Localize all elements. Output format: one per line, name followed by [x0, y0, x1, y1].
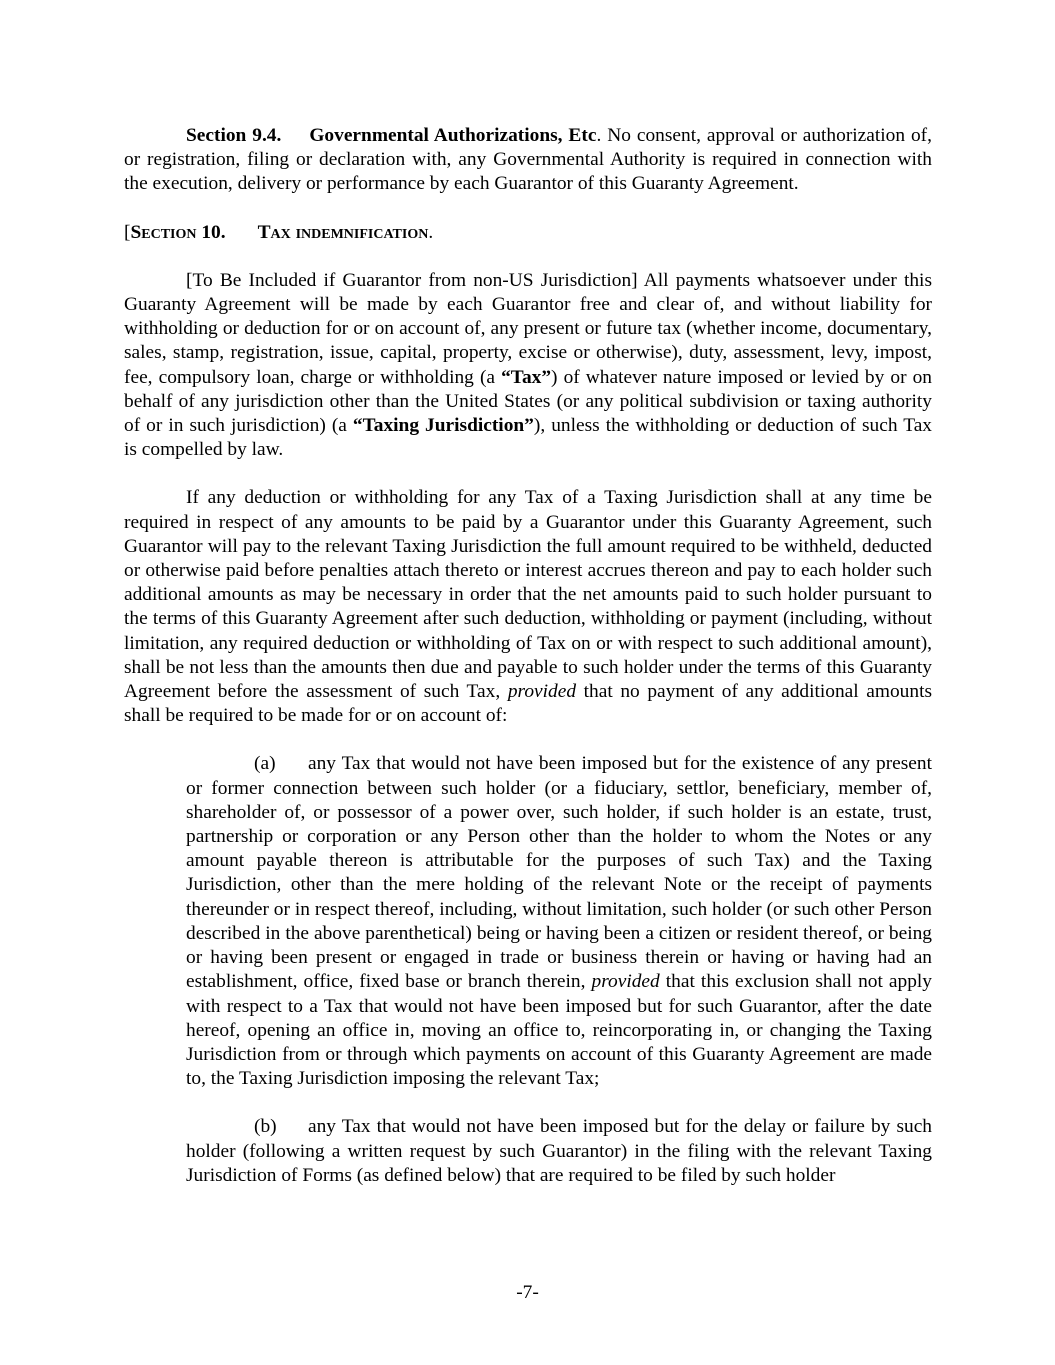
document-page — [124, 124, 932, 1188]
section-9-4-number: Section 9.4. — [186, 125, 282, 146]
clause-a-label: (a) — [254, 753, 276, 775]
clause-a-provided: provided — [591, 971, 660, 993]
tax-paragraph-1 — [124, 269, 932, 463]
para1-text-1: [To Be Included if Guarantor from non-US Jurisdiction] All payments whatsoever under this Guaranty Agreement will be made by each Guarantor free and clear of, and without liability for withholding or deduction for or on account of, any present or future tax (whether income, documentary, sales, stamp, registration, issue, capital, property, excise or otherwise), duty, assessment, levy, impost, fee, compulsory loan, charge or withholding (a — [124, 269, 932, 388]
section-9-4-title: Governmental Authorizations, Etc — [309, 125, 597, 146]
clause-b-label: (b) — [254, 1116, 277, 1138]
para1-text-2: ) of whatever nature imposed or levied by or on behalf of any jurisdiction other than the United States (or any political subdivision or taxing authority of or in such jurisdiction) (a — [124, 366, 932, 437]
page-number: -7- — [516, 1282, 539, 1303]
clause-a — [186, 752, 932, 1091]
para1-text-3: ), unless the withholding or deduction of such Tax is compelled by law. — [124, 415, 932, 461]
clause-a-text-1: any Tax that would not have been imposed but for the existence of any present or former connection between such holder (or a fiduciary, settlor, beneficiary, member of, shareholder of, or possessor of a power over, such holder, if such holder is an estate, trust, partnership or corporation or any Person other than the holder to whom the Notes or any amount payable thereon is attributable for the purposes of such Tax) and the Taxing Jurisdiction, other than the mere holding of the relevant Note or the receipt of payments thereunder or in respect thereof, including, without limitation, such holder (or such other Person described in the above parenthetical) being or having been a citizen or resident thereof, or being or having been present or engaged in trade or business therein or having or having had an establishment, office, fixed base or branch therein, — [186, 753, 932, 993]
tax-paragraph-2 — [124, 486, 932, 728]
clause-b-text: any Tax that would not have been imposed but for the delay or failure by such holder (following a written request by such Guarantor) in the filing with the relevant Taxing Jurisdiction of Forms (as defined below) that are required to be filed by such holder — [186, 1116, 932, 1186]
para2-text-1: If any deduction or withholding for any Tax of a Taxing Jurisdiction shall at any time be required in respect of any amounts to be paid by a Guarantor under this Guaranty Agreement, such Guarantor will pay to the relevant Taxing Jurisdiction the full amount required to be withheld, deducted or otherwise paid before penalties attach thereto or interest accrues thereon and pay to each holder such additional amounts as may be necessary in order that the net amounts paid to such holder pursuant to the terms of this Guaranty Agreement after such deduction, withholding or payment (including, without limitation, any required deduction or withholding of Tax on or with respect to such additional amount), shall be not less than the amounts then due and payable to such holder under the terms of this Guaranty Agreement before the assessment of such Tax, — [124, 487, 932, 703]
section-9-4-paragraph — [124, 124, 932, 197]
section-10-bracket: [ — [124, 221, 131, 243]
para2-provided: provided — [507, 681, 577, 703]
defined-term-tax: “Tax” — [501, 366, 552, 388]
section-10-title: Tax indemnification — [257, 221, 429, 243]
clause-a-text-2: that this exclusion shall not apply with respect to a Tax that would not have been imposed but for such Guarantor, after the date hereof, opening an office in, moving an office to, reincorporating in, or changing the Taxing Jurisdiction from or through which payments on account of this Guaranty Agreement are made to, the Taxing Jurisdiction imposing the relevant Tax; — [186, 971, 932, 1090]
clause-b — [186, 1115, 932, 1188]
section-9-4-text: . No consent, approval or authorization of, or registration, filing or declaration with, any Governmental Authority is required in connection with the execution, delivery or performance by each Guarantor of this Guaranty Agreement. — [124, 125, 932, 195]
para2-text-2: that no payment of any additional amounts shall be required to be made for or on account of: — [124, 681, 933, 727]
defined-term-taxing-jurisdiction: “Taxing Jurisdiction” — [352, 415, 534, 437]
section-10-heading — [124, 221, 932, 245]
section-10-period: . — [428, 221, 434, 243]
section-10-number: Section 10. — [130, 221, 226, 243]
